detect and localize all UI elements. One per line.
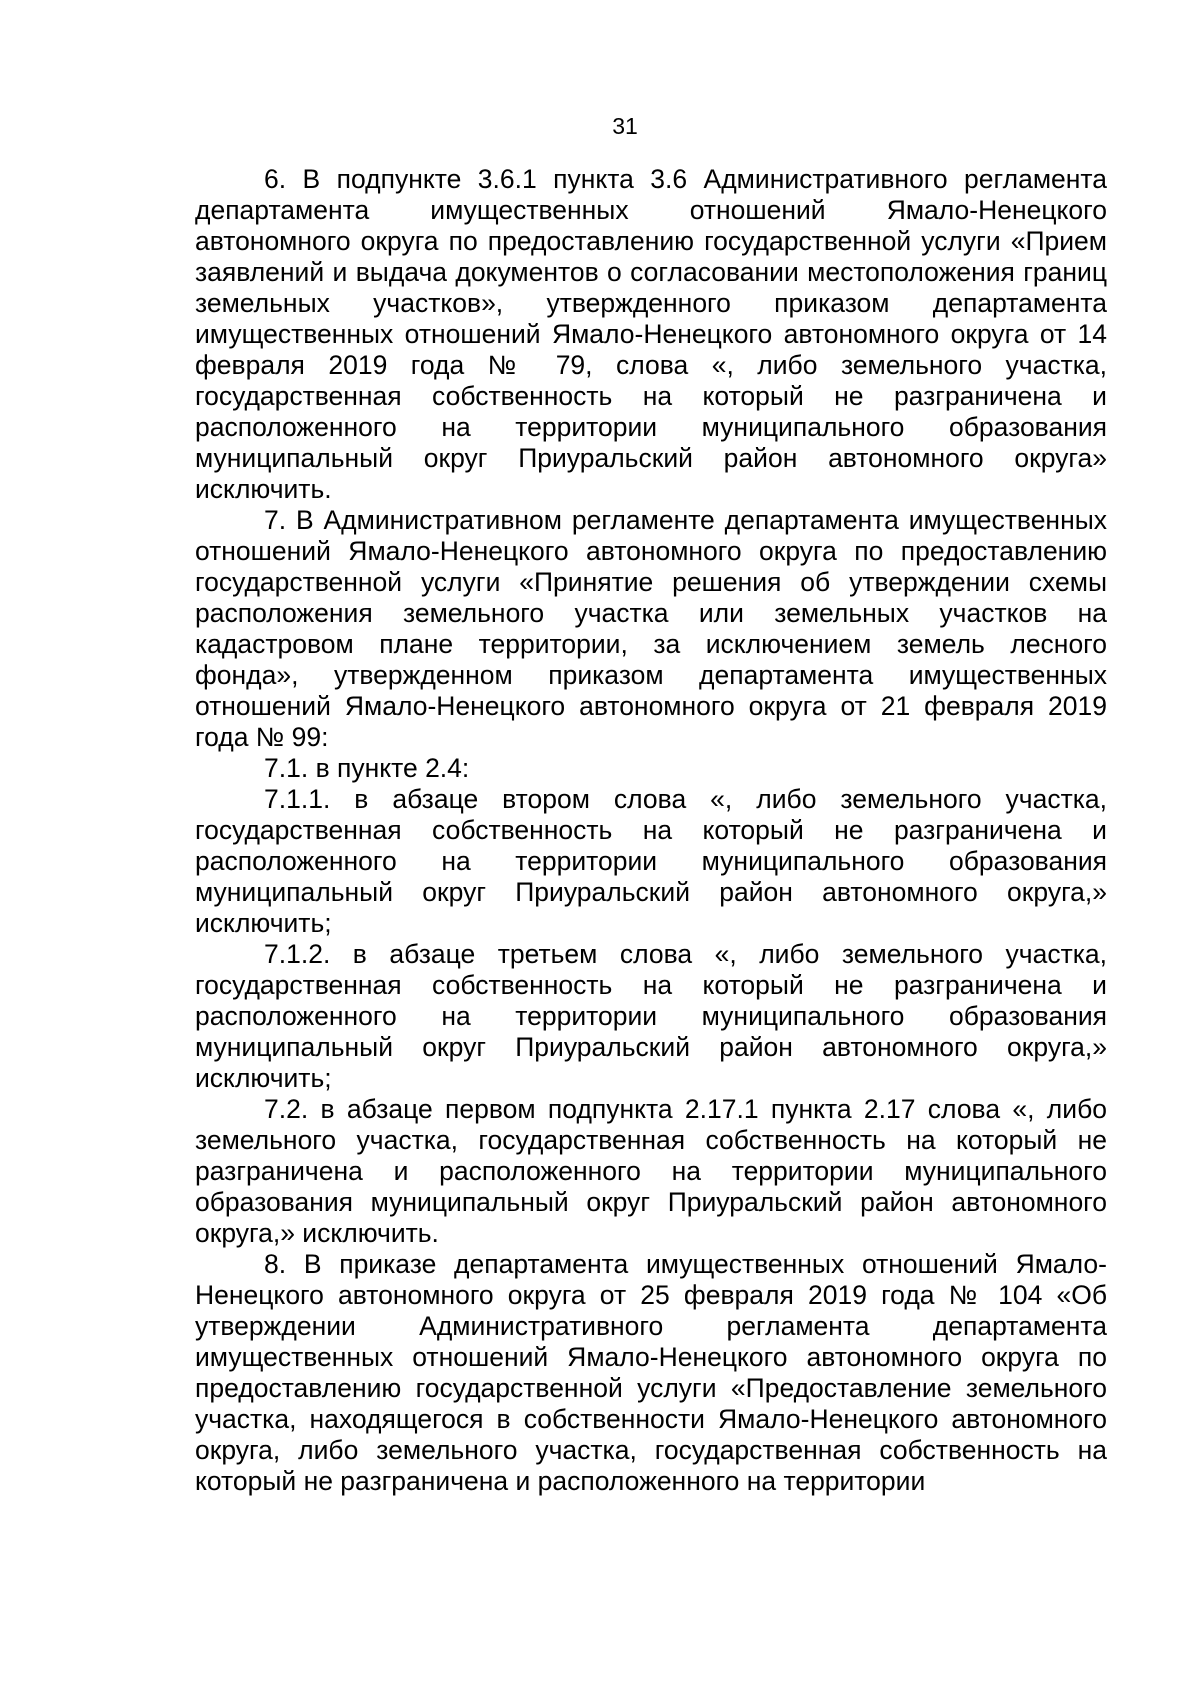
paragraph-7-1-2: 7.1.2. в абзаце третьем слова «, либо земельного участка, государственная собственность на который не разграничена и расположенного на территории муниципального образования муниципальный округ Приуральский район автономного округа,» исключить; [195,939,1107,1093]
paragraph-7: 7. В Административном регламенте департамента имущественных отношений Ямало-Ненецкого автономного округа по предоставлению государственной услуги «Принятие решения об утверждении схемы расположения земельного участка или земельных участков на кадастровом плане территории, за исключением земель лесного фонда», утвержденном приказом департамента имущественных отношений Ямало-Ненецкого автономного округа от 21 февраля 2019 года № 99: [195,505,1107,752]
paragraph-7-2: 7.2. в абзаце первом подпункта 2.17.1 пункта 2.17 слова «, либо земельного участка, государственная собственность на который не разграничена и расположенного на территории муниципального образования муниципальный округ Приуральский район автономного округа,» исключить. [195,1094,1107,1248]
paragraph-7-1-1: 7.1.1. в абзаце втором слова «, либо земельного участка, государственная собственность на который не разграничена и расположенного на территории муниципального образования муниципальный округ Приуральский район автономного округа,» исключить; [195,784,1107,938]
page-number: 31 [612,113,638,139]
paragraph-8: 8. В приказе департамента имущественных отношений Ямало-Ненецкого автономного округа от 25 февраля 2019 года № 104 «Об утверждении Административного регламента департамента имущественных отношений Ямало-Ненецкого автономного округа по предоставлению государственной услуги «Предоставление земельного участка, находящегося в собственности Ямало-Ненецкого автономного округа, либо земельного участка, государственная собственность на который не разграничена и расположенного на территории [195,1249,1107,1496]
document-body [195,164,1107,1497]
paragraph-6: 6. В подпункте 3.6.1 пункта 3.6 Административного регламента департамента имущественных отношений Ямало-Ненецкого автономного округа по предоставлению государственной услуги «Прием заявлений и выдача документов о согласовании местоположения границ земельных участков», утвержденного приказом департамента имущественных отношений Ямало-Ненецкого автономного округа от 14 февраля 2019 года № 79, слова «, либо земельного участка, государственная собственность на который не разграничена и расположенного на территории муниципального образования муниципальный округ Приуральский район автономного округа» исключить. [195,164,1107,504]
paragraph-7-1: 7.1. в пункте 2.4: [264,753,470,783]
